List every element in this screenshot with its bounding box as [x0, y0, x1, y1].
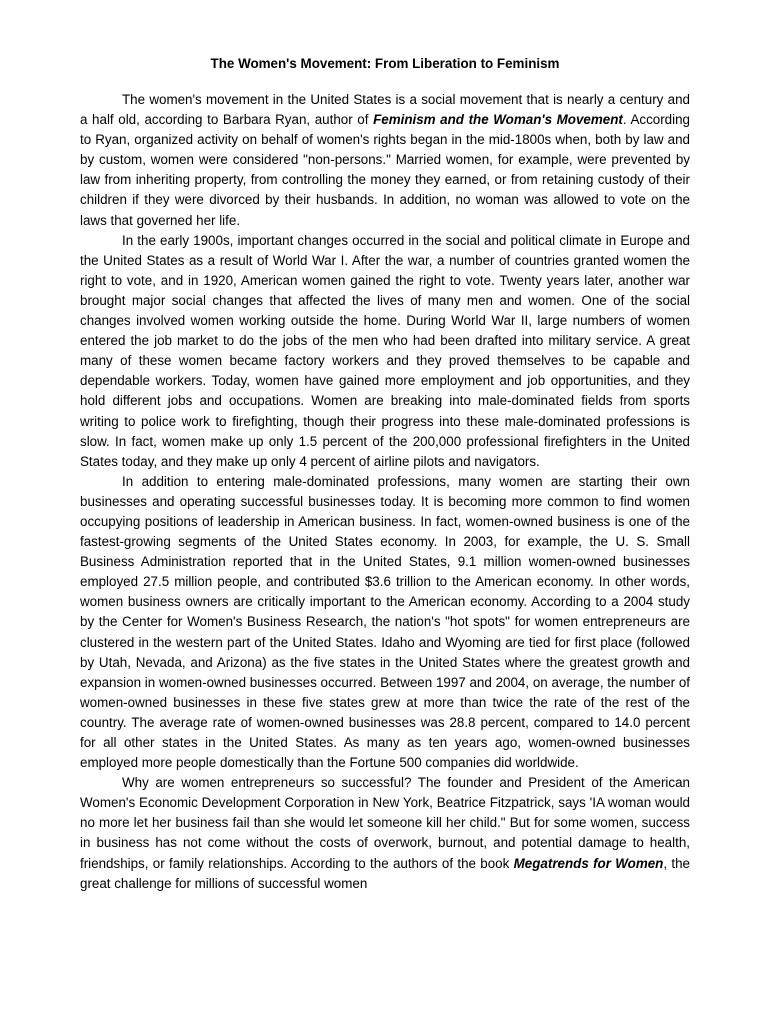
book-title-megatrends: Megatrends for Women — [513, 855, 664, 871]
paragraph-4-text-b: , the great challenge for millions of successful women — [80, 855, 690, 891]
document-title: The Women's Movement: From Liberation to Feminism — [210, 56, 560, 71]
document-page — [80, 54, 690, 1014]
book-title-feminism: Feminism and the Woman's Movement — [373, 112, 623, 128]
paragraph-3: In addition to entering male-dominated professions, many women are starting their own businesses and operating successful businesses today. It is becoming more common to find women occupying positions of leadership in American business. In fact, women-owned business is one of the fastest-growing segments of the United States economy. In 2003, for example, the U. S. Small Business Administration reported that in the United States, 9.1 million women-owned businesses employed 27.5 million people, and contributed $3.6 trillion to the American economy. In other words, women business owners are critically important to the American economy. According to a 2004 study by the Center for Women's Business Research, the nation's "hot spots" for women entrepreneurs are clustered in the western part of the United States. Idaho and Wyoming are tied for first place (followed by Utah, Nevada, and Arizona) as the five states in the United States where the greatest growth and expansion in women-owned businesses occurred. Between 1997 and 2004, on average, the number of women-owned businesses in these five states grew at more than twice the rate of the rest of the country. The average rate of women-owned businesses was 28.8 percent, compared to 14.0 percent for all other states in the United States. As many as ten years ago, women-owned businesses employed more people domestically than the Fortune 500 companies did worldwide. — [80, 473, 690, 771]
paragraph-1-text-b: . According to Ryan, organized activity on behalf of women's rights began in the mid-1800s when, both by law and by custom, women were considered "non-persons." Married women, for example, were prevented by law from inheriting property, from controlling the money they earned, or from retaining custody of their children if they were divorced by their husbands. In addition, no woman was allowed to vote on the laws that governed her life. — [80, 112, 690, 228]
paragraph-2: In the early 1900s, important changes occurred in the social and political climate in Europe and the United States as a result of World War I. After the war, a number of countries granted women the right to vote, and in 1920, American women gained the right to vote. Twenty years later, another war brought major social changes that affected the lives of many men and women. One of the social changes involved women working outside the home. During World War II, large numbers of women entered the job market to do the jobs of the men who had been drafted into military service. A great many of these women became factory workers and they proved themselves to be capable and dependable workers. Today, women have gained more employment and job opportunities, and they hold different jobs and occupations. Women are breaking into male-dominated fields from sports writing to police work to firefighting, though their progress into these male-dominated professions is slow. In fact, women make up only 1.5 percent of the 200,000 professional firefighters in the United States today, and they make up only 4 percent of airline pilots and navigators. — [80, 232, 690, 469]
paragraph-1-text-a: The women's movement in the United States is a social movement that is nearly a century and a half old, according to Barbara Ryan, author of — [80, 92, 690, 128]
paragraph-4-text-a: Why are women entrepreneurs so successful? The founder and President of the American Women's Economic Development Corporation in New York, Beatrice Fitzpatrick, says 'IA woman would no more let her business fail than she would let someone kill her child." But for some women, success in business has not come without the costs of overwork, burnout, and potential damage to health, friendships, or family relationships. According to the authors of the book — [80, 775, 690, 871]
paragraph-1 — [80, 90, 690, 231]
paragraph-4 — [80, 773, 690, 894]
